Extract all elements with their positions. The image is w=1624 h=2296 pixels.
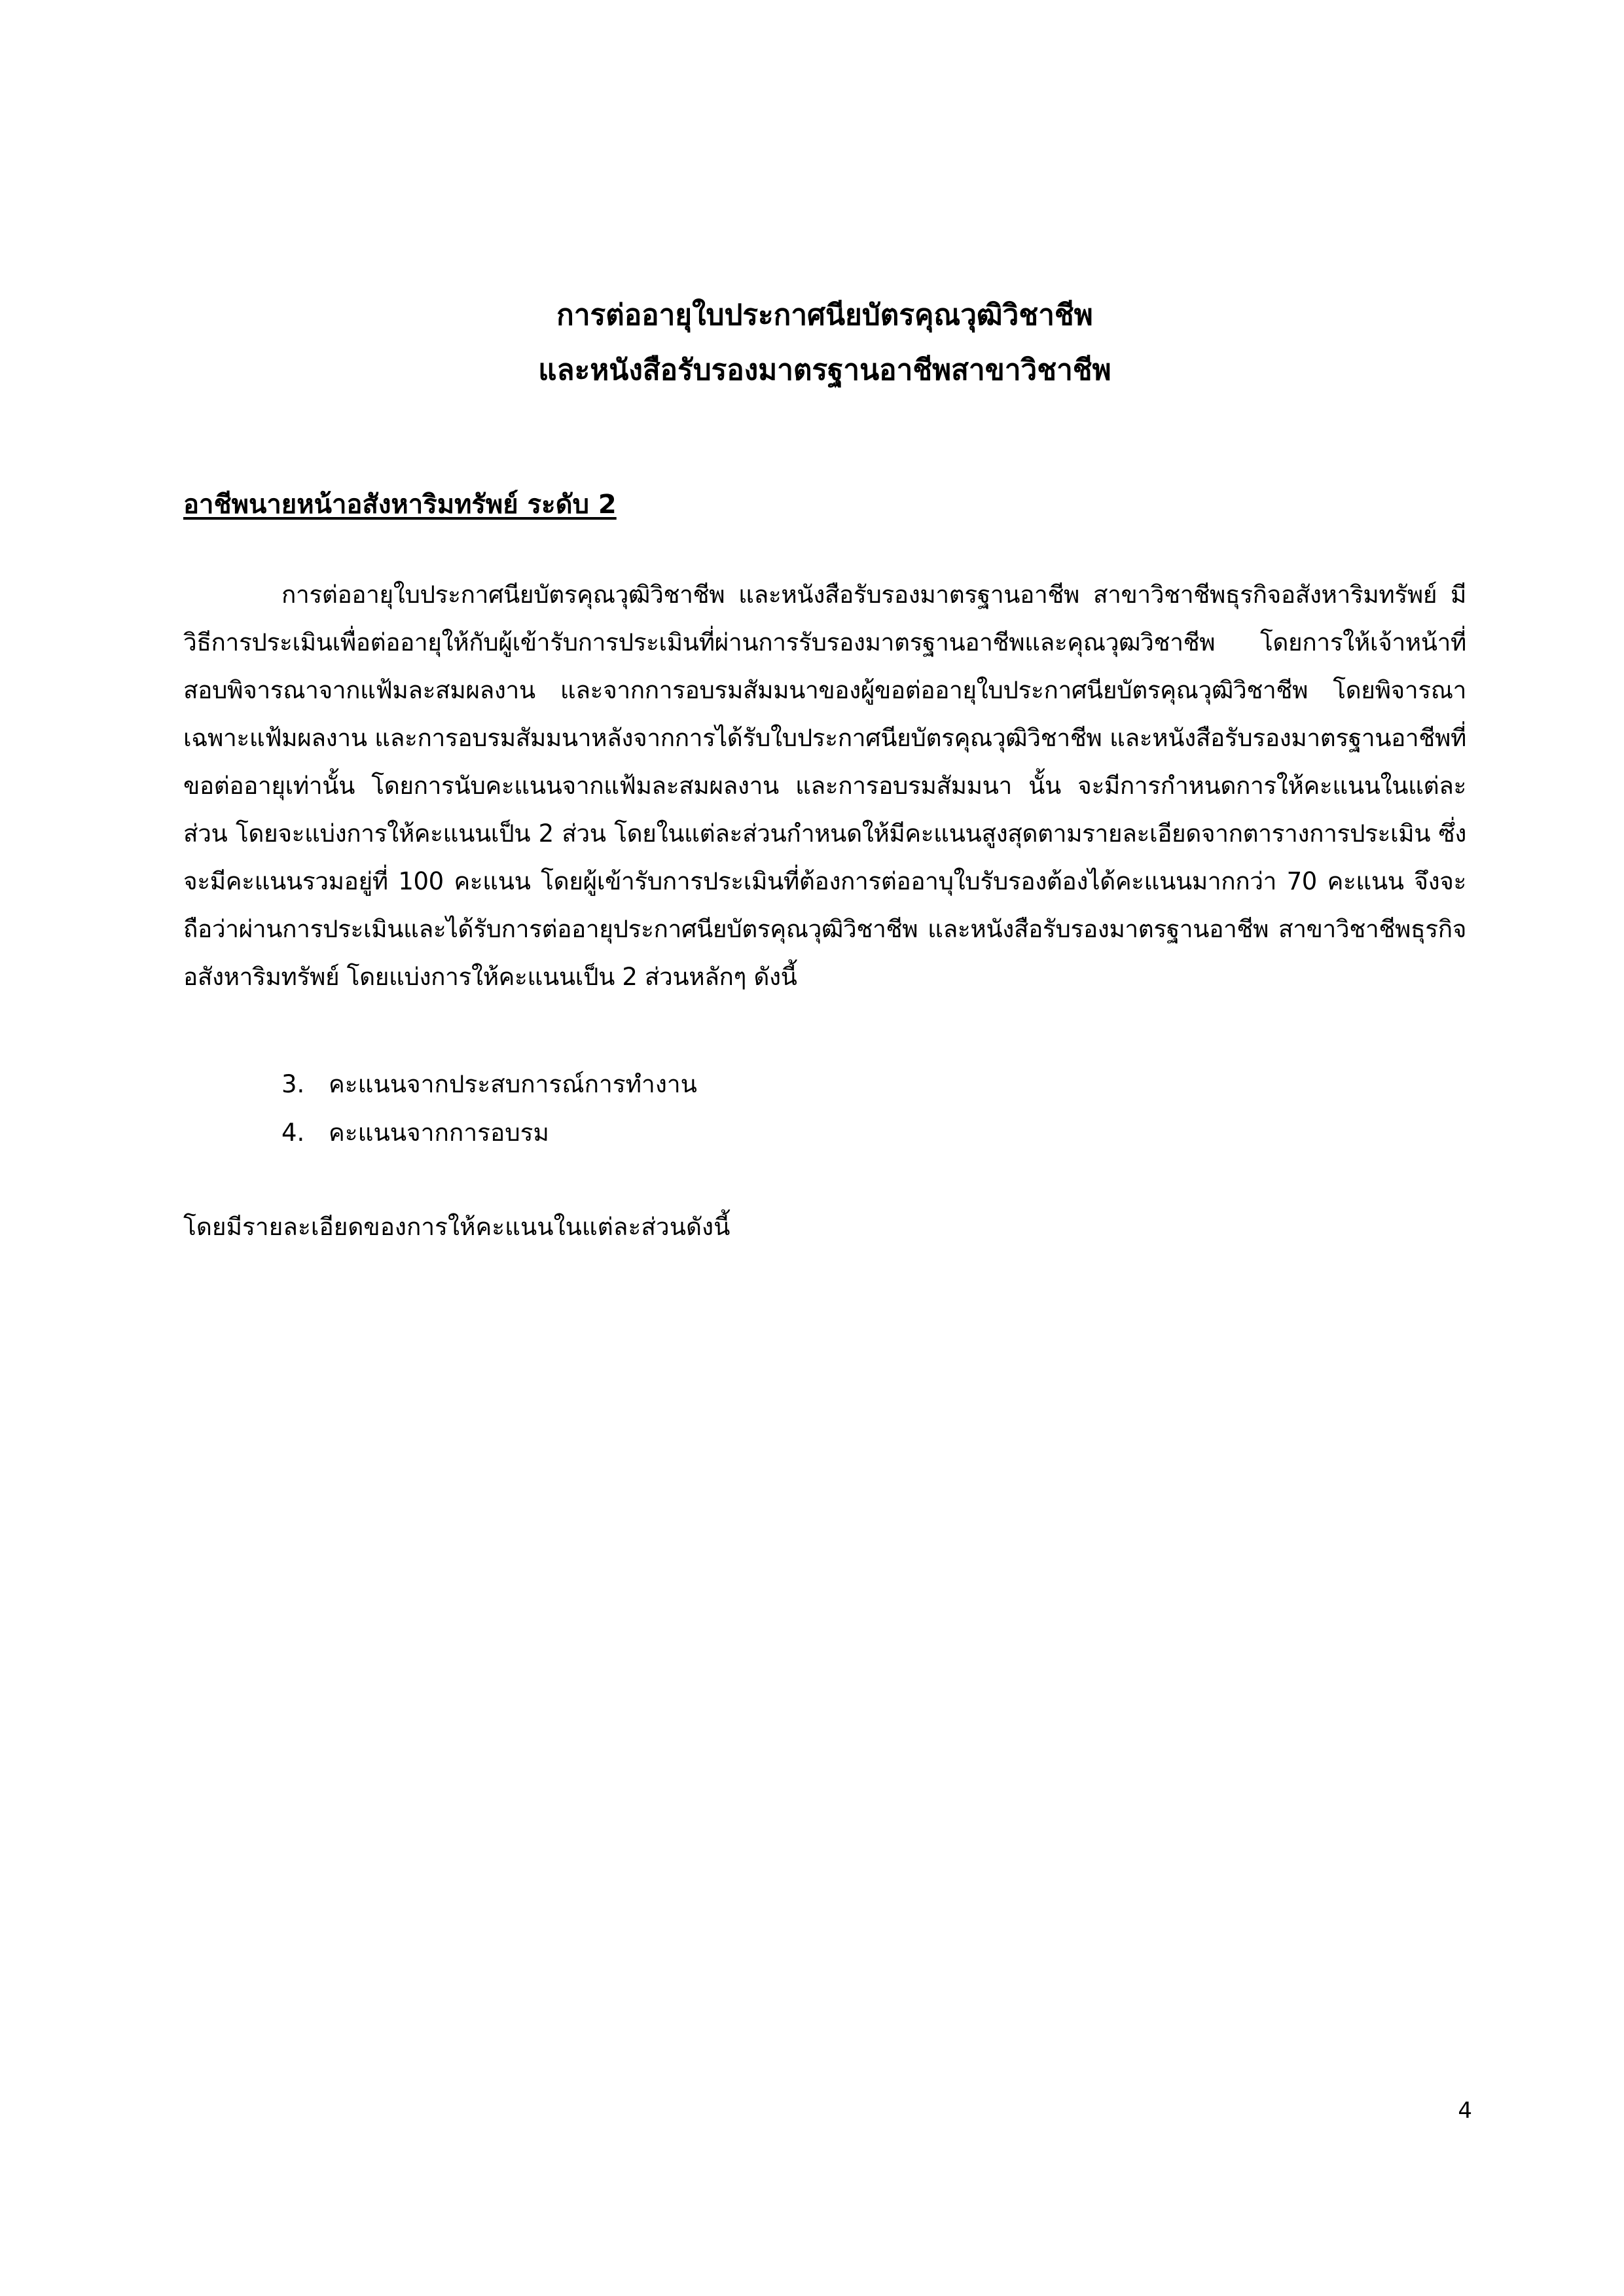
body-paragraph: การต่ออายุใบประกาศนียบัตรคุณวุฒิวิชาชีพ และหนังสือรับรองมาตรฐานอาชีพ สาขาวิชาชีพธุรกิจอสังหาริมทรัพย์ มีวิธีการประเมินเพื่อต่ออายุให้กับผู้เข้ารับการประเมินที่ผ่านการรับรองมาตรฐานอาชีพและคุณวุฒวิชาชีพ โดยการให้เจ้าหน้าที่สอบพิจารณาจากแฟ้มละสมผลงาน และจากการอบรมสัมมนาของผู้ขอต่ออายุใบประกาศนียบัตรคุณวุฒิวิชาชีพ โดยพิจารณาเฉพาะแฟ้มผลงาน และการอบรมสัมมนาหลังจากการได้รับใบประกาศนียบัตรคุณวุฒิวิชาชีพ และหนังสือรับรองมาตรฐานอาชีพที่ขอต่ออายุเท่านั้น โดยการนับคะแนนจากแฟ้มละสมผลงาน และการอบรมสัมมนา นั้น จะมีการกำหนดการให้คะแนนในแต่ละส่วน โดยจะแบ่งการให้คะแนนเป็น 2 ส่วน โดยในแต่ละส่วนกำหนดให้มีคะแนนสูงสุดตามรายละเอียดจากตารางการประเมิน ซึ่งจะมีคะแนนรวมอยู่ที่ 100 คะแนน โดยผู้เข้ารับการประเมินที่ต้องการต่ออาบุใบรับรองต้องได้คะแนนมากกว่า 70 คะแนน จึงจะถือว่าผ่านการประเมินและได้รับการต่ออายุประกาศนียบัตรคุณวุฒิวิชาชีพ และหนังสือรับรองมาตรฐานอาชีพ สาขาวิชาชีพธุรกิจอสังหาริมทรัพย์ โดยแบ่งการให้คะแนนเป็น 2 ส่วนหลักๆ ดังนี้ — [183, 581, 1466, 991]
document-title — [183, 288, 1466, 398]
title-line-2: และหนังสือรับรองมาตรฐานอาชีพสาขาวิชาชีพ — [538, 353, 1111, 387]
list-item-text: คะแนนจากประสบการณ์การทำงาน — [329, 1070, 697, 1098]
list-item — [281, 1109, 697, 1157]
list-item-text: คะแนนจากการอบรม — [329, 1119, 549, 1147]
list-item-number: 3. — [281, 1070, 305, 1098]
list-item-number: 4. — [281, 1119, 305, 1147]
title-line-1: การต่ออายุใบประกาศนียบัตรคุณวุฒิวิชาชีพ — [556, 298, 1093, 332]
closing-text: โดยมีรายละเอียดของการให้คะแนนในแต่ละส่วนดังนี้ — [183, 1213, 731, 1241]
page-number: 4 — [1458, 2098, 1472, 2124]
scoring-list — [281, 1060, 697, 1157]
section-heading: อาชีพนายหน้าอสังหาริมทรัพย์ ระดับ 2 — [183, 490, 617, 520]
list-item — [281, 1060, 697, 1108]
